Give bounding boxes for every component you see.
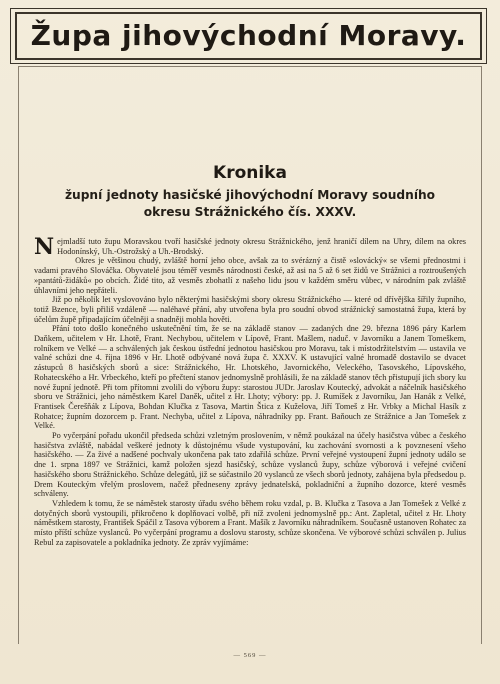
paragraph-3: Již po několik let vyslovováno bylo některými hasičskými sbory okresu Strážnického — které od dřívějška šířily župního, totiž Bzence, byli přiliš vzdáleně — naléhavé přání, aby utvořena byla pro soudní obvod strážnický samostatná župa, která by účelům župě připadajícím účelněji a snadněji mohla hověti. <box>34 295 466 324</box>
top-rule <box>18 66 482 67</box>
page-number: — 569 — <box>233 652 267 659</box>
drop-cap: N <box>34 234 55 260</box>
title-frame <box>10 8 487 64</box>
article-heading: Kronika <box>213 163 287 183</box>
paragraph-4: Přání toto došlo konečného uskutečnění tím, že se na základě stanov — zadaných dne 29. března 1896 páry Karlem Daňkem, učitelem v Hr. Lhotě, Frant. Nechybou, učitelem v Lípově, Frant. Mašlem, naduč. v Javorníku a Janem Tomeškem, rolníkem ve Velké — a schválených jak českou ústřední jednotou hasičskou pro Moravu, tak i místodržitelstvím — ustavila ve valné schůzi dne 4. října 1896 v Hr. Lhotě odbývané nová župa č. XXXV. K ustavující valné hromadě dostavilo se dvacet zástupců 8 hasičských sborů a sice: Strážnického, Hr. Lhotského, Javornického, Veleckého, Tasovského, Lípovského, Rohatecského a Hr. Vrbeckého, kteří po přečtení stanov jednomyslně prohlásili, že na základě stanov těch přistupují jich sbory ku nové župní jednotě. Při tom přítomni zvolili do výboru župy: starostou JUDr. Jaroslav Koutecký, advokát a náčelník hasičského sboru ve Strážnici, jeho náměstkem Karel Daněk, učitel z Hr. Lhoty; výbory: pp. J. Rumíšek z Javorníku, Jan Hanák z Velké, Frantisek Čerešňák z Lípova, Bohdan Klučka z Tasova, Martin Štica z Kuželova, Jiří Tomeš z Hr. Vrbky a Michal Hasík z Rohatce; župním dozorcem p. Frant. Nechyba, učitel z Lípova, náhradníky pp. Frant. Baňouch ze Strážnice a Jan Tomešek z Velké. <box>34 324 466 431</box>
paragraph-5: Po vyčerpání pořadu ukončil předseda schůzi vzletným proslovením, v němž poukázal na účely hasičstva vůbec a českého hasičstva zvláště, nabádal veškeré jednoty k důstojnému všude vystupování, ku zachování svornosti a k povznesení všeho hasičského. — Za živé a nadšené pochvaly ukončena pak tato zdařilá schůze. První veřejné vystoupení župní jednoty událo se dne 1. srpna 1897 ve Strážnici, kamž položen sjezd hasičský, schůze vyslanců župy, schůze výborová i veřejné cvičení hasičského sboru Strážnického. Schůze delegátů, již se súčastnilo 20 vyslanců ze všech sborů jednoty, zahájena byla předsedou p. Drem Kouteckým vřelým proslovem, načež předneseny zprávy jednatelská, pokladniční a župního dozorce, které vesměs schváleny. <box>34 431 466 499</box>
paragraph-6: Vzhledem k tomu, že se náměstek starosty úřadu svého během roku vzdal, p. B. Klučka z Tasova a Jan Tomešek z Velké z dotyčných sborů vystoupili, přikročeno k doplňovací volbě, při níž zvoleni jednomyslně pp.: Ant. Zapletal, učitel z Hr. Lhoty náměstkem starosty, František Spáčil z Tasova výborem a Frant. Mašík z Javorníku náhradníkem. Současně ustanoven Rohatec za místo příští schůze vyslanců. Po vyčerpání programu a doslovu starosty, schůze skončena. Ve výborové schůzi schválen p. Julius Rebul za zapisovatele a pokladníka jednoty. Ze zpráv vyjímáme: <box>34 498 466 547</box>
article-body <box>34 234 466 548</box>
paragraph-2: Okres je většinou chudý, zvláště horní jeho obce, avšak za to svérázný a čistě »slovácký« se všemi přednostmi i vadami pravého Slováčka. Obyvatelé jsou téměř vesměs národnosti české, až asi na 5 až 6 set židů ve Strážnici a roztroušených »pantátů-židáků« po obcích. Židé tito, až vesměs zbohatlí z našeho lidu jsou v každém směru vůbec, v národním pak zvláště úhlavními jeho nepřáteli. <box>34 256 466 295</box>
page-title: Župa jihovýchodní Moravy. <box>30 19 467 52</box>
paragraph-1 <box>34 234 466 260</box>
left-margin-rule <box>18 66 19 644</box>
paragraph-1-text: ejmladší tuto župu Moravskou tvoří hasičské jednoty okresu Strážnického, jenž hraničí dílem na Uhry, dílem na okres Hodonínský, Uh.-Ostrožský a Uh.-Brodský. <box>57 237 466 256</box>
article-subtitle: župní jednoty hasičské jihovýchodní Moravy soudního okresu Strážnického čís. XXXV. <box>64 188 436 219</box>
right-margin-rule <box>481 66 482 644</box>
